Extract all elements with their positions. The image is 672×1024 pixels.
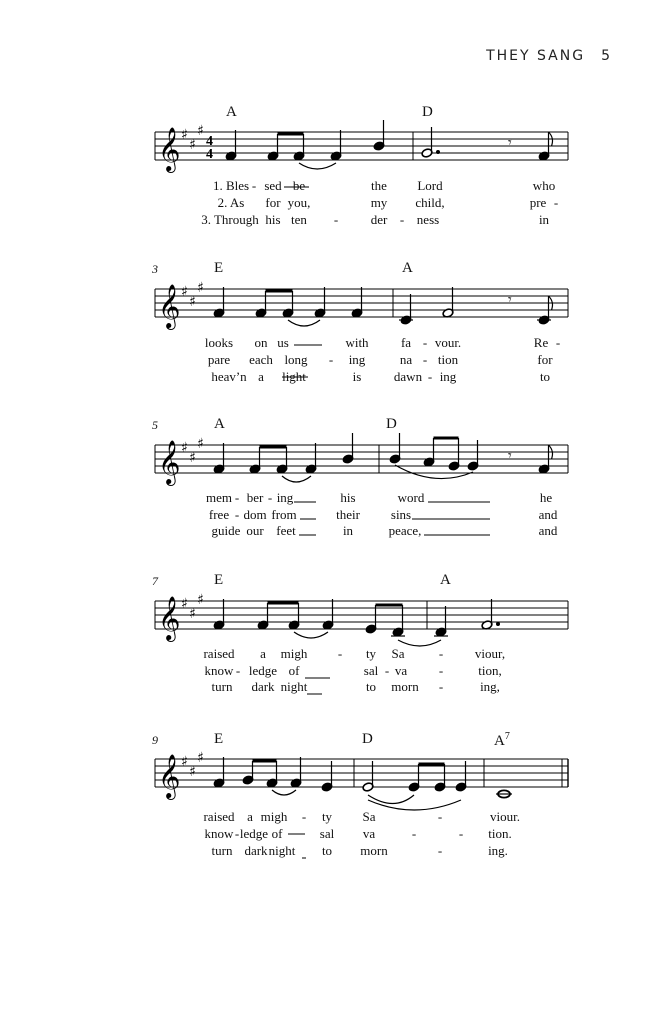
lyric-syllable: of	[288, 663, 300, 678]
lyric-syllable: a	[247, 809, 253, 824]
lyric-syllable: va	[362, 826, 376, 841]
lyric-hyphen: -	[422, 335, 428, 350]
lyric-syllable: ledge	[248, 663, 278, 678]
chord-symbol: D	[386, 416, 397, 432]
chord-symbol: A	[440, 572, 451, 588]
lyric-syllable: migh	[280, 646, 308, 661]
lyric-hyphen: -	[555, 335, 561, 350]
lyric-hyphen: -	[427, 369, 433, 384]
lyric-syllable: ledge	[239, 826, 269, 841]
lyric-hyphen: -	[251, 178, 257, 193]
lyric-syllable: Sa	[391, 646, 405, 661]
lyric-syllable: know	[204, 663, 234, 678]
lyric-hyphen: -	[328, 352, 334, 367]
chord-symbol: A	[226, 104, 237, 120]
lyric-syllable: of	[271, 826, 283, 841]
lyric-syllable: Lord	[417, 178, 443, 193]
lyric-syllable: he	[539, 490, 553, 505]
lyric-syllable: morn	[391, 679, 419, 694]
lyric-syllable: for	[265, 195, 281, 210]
lyric-syllable: on	[254, 335, 268, 350]
lyric-syllable: be	[292, 178, 306, 193]
lyric-syllable: free	[208, 507, 230, 522]
sharp-icon: ♯	[189, 450, 196, 466]
lyric-hyphen: -	[234, 490, 240, 505]
lyric-hyphen: -	[301, 809, 307, 824]
chord-symbol: D	[422, 104, 433, 120]
lyric-hyphen: -	[235, 663, 241, 678]
page-number: 5	[601, 48, 612, 64]
lyric-syllable: to	[539, 369, 551, 384]
header-title: THEY SANG	[486, 48, 586, 64]
lyric-syllable: dark	[244, 843, 268, 858]
lyric-hyphen: -	[422, 352, 428, 367]
lyric-syllable: a	[258, 369, 264, 384]
lyric-syllable: ber	[246, 490, 264, 505]
lyric-syllable: tion,	[478, 663, 502, 678]
sharp-icon: ♯	[189, 606, 196, 622]
lyric-syllable: long	[284, 352, 308, 367]
lyric-syllable: each	[249, 352, 273, 367]
chord-extension: 7	[504, 731, 510, 742]
lyric-syllable: morn	[360, 843, 388, 858]
eighth-rest-icon: 𝄾	[508, 292, 512, 308]
lyric-syllable: Sa	[362, 809, 376, 824]
lyric-syllable: feet	[276, 523, 296, 538]
sharp-icon: ♯	[197, 436, 204, 452]
sharp-icon: ♯	[189, 294, 196, 310]
lyric-line-3	[0, 843, 672, 859]
lyric-syllable: and	[538, 507, 558, 522]
lyric-hyphen: -	[333, 212, 339, 227]
lyric-syllable: ten	[291, 212, 307, 227]
lyric-hyphen: -	[337, 646, 343, 661]
lyric-syllable: peace,	[388, 523, 422, 538]
lyric-syllable: ty	[365, 646, 377, 661]
lyric-syllable: to	[321, 843, 333, 858]
lyric-syllable: turn	[211, 679, 233, 694]
lyric-hyphen: -	[438, 646, 444, 661]
lyric-syllable: our	[246, 523, 264, 538]
eighth-rest-icon: 𝄾	[508, 135, 512, 151]
lyric-syllable: ing	[276, 490, 294, 505]
lyric-syllable: the	[371, 178, 387, 193]
sharp-icon: ♯	[189, 764, 196, 780]
measure-number: 3	[152, 262, 158, 276]
sharp-icon: ♯	[181, 440, 188, 456]
lyric-hyphen: -	[384, 663, 390, 678]
lyric-hyphen: -	[438, 679, 444, 694]
sharp-icon: ♯	[181, 596, 188, 612]
lyric-syllable: na	[399, 352, 413, 367]
lyric-syllable: know	[204, 826, 234, 841]
lyric-syllable: his	[340, 490, 356, 505]
lyric-hyphen: -	[437, 843, 443, 858]
lyric-syllable: vour.	[434, 335, 462, 350]
lyric-syllable: his	[265, 212, 281, 227]
lyric-syllable: der	[370, 212, 388, 227]
lyric-syllable: sed	[264, 178, 282, 193]
time-signature-bottom: 4	[206, 147, 213, 162]
time-signature-top: 4	[206, 134, 213, 149]
lyric-syllable: 1. Bles	[212, 178, 250, 193]
chord-symbol: A	[402, 260, 413, 276]
lyric-syllable: ness	[416, 212, 440, 227]
lyric-syllable: ing	[348, 352, 366, 367]
lyric-syllable: va	[394, 663, 408, 678]
lyric-hyphen: -	[411, 826, 417, 841]
lyric-syllable: their	[336, 507, 360, 522]
lyric-syllable: ing	[439, 369, 457, 384]
measure-number: 7	[152, 574, 158, 588]
lyric-syllable: mem	[206, 490, 232, 505]
lyric-syllable: dom	[243, 507, 267, 522]
lyric-syllable: raised	[203, 809, 235, 824]
lyric-hyphen: -	[438, 663, 444, 678]
chord-root: A	[494, 733, 505, 749]
lyric-syllable: sal	[319, 826, 335, 841]
lyric-syllable: who	[532, 178, 556, 193]
lyric-syllable: my	[370, 195, 388, 210]
lyric-syllable: dawn	[393, 369, 423, 384]
lyric-syllable: word	[397, 490, 425, 505]
measure-number: 5	[152, 418, 158, 432]
lyric-syllable: tion	[437, 352, 459, 367]
lyric-syllable: Re	[533, 335, 549, 350]
lyric-syllable: for	[537, 352, 553, 367]
lyric-hyphen: -	[458, 826, 464, 841]
lyric-syllable: 2. As	[217, 195, 245, 210]
sharp-icon: ♯	[181, 284, 188, 300]
lyric-syllable: night	[268, 843, 296, 858]
sharp-icon: ♯	[181, 127, 188, 143]
lyric-syllable: us	[277, 335, 289, 350]
lyric-syllable: from	[271, 507, 297, 522]
lyric-syllable: dark	[251, 679, 275, 694]
lyric-syllable: in	[342, 523, 354, 538]
sharp-icon: ♯	[197, 280, 204, 296]
lyric-syllable: viour.	[490, 809, 520, 824]
lyric-syllable: with	[345, 335, 369, 350]
lyric-syllable: ing.	[488, 843, 508, 858]
lyric-hyphen: -	[437, 809, 443, 824]
lyric-syllable: ty	[321, 809, 333, 824]
lyric-hyphen: -	[234, 826, 240, 841]
lyric-syllable: viour,	[474, 646, 506, 661]
lyric-syllable: tion.	[488, 826, 512, 841]
lyric-syllable: 3. Through	[201, 212, 259, 227]
lyric-syllable: turn	[211, 843, 233, 858]
lyric-syllable: light	[282, 369, 306, 384]
lyric-syllable: guide	[211, 523, 241, 538]
eighth-rest-icon: 𝄾	[508, 448, 512, 464]
lyric-hyphen: -	[553, 195, 559, 210]
measure-number: 9	[152, 733, 158, 747]
chord-symbol: E	[214, 731, 224, 747]
treble-clef-icon: 𝄞	[158, 440, 181, 484]
lyric-hyphen: -	[267, 490, 273, 505]
sharp-icon: ♯	[189, 137, 196, 153]
lyric-syllable: a	[260, 646, 266, 661]
lyric-syllable: heav’n	[211, 369, 247, 384]
lyric-syllable: migh	[260, 809, 288, 824]
lyric-syllable: you,	[287, 195, 311, 210]
chord-symbol: D	[362, 731, 373, 747]
lyric-line-2	[0, 826, 672, 842]
lyric-hyphen: -	[234, 507, 240, 522]
lyric-line-1	[0, 809, 672, 825]
sharp-icon: ♯	[197, 123, 204, 139]
sharp-icon: ♯	[197, 592, 204, 608]
treble-clef-icon: 𝄞	[158, 284, 181, 328]
sharp-icon: ♯	[181, 754, 188, 770]
lyric-syllable: sins	[390, 507, 412, 522]
lyric-syllable: pare	[207, 352, 231, 367]
lyric-syllable: in	[538, 212, 550, 227]
treble-clef-icon: 𝄞	[158, 596, 181, 640]
treble-clef-icon: 𝄞	[158, 127, 181, 171]
sharp-icon: ♯	[197, 750, 204, 766]
lyric-syllable: and	[538, 523, 558, 538]
treble-clef-icon: 𝄞	[158, 754, 181, 798]
lyric-syllable: to	[365, 679, 377, 694]
lyric-syllable: raised	[203, 646, 235, 661]
chord-symbol: E	[214, 572, 224, 588]
lyric-syllable: fa	[400, 335, 412, 350]
lyric-syllable: is	[352, 369, 362, 384]
lyric-syllable: night	[280, 679, 308, 694]
chord-symbol: A	[214, 416, 225, 432]
lyric-syllable: sal	[363, 663, 379, 678]
lyric-syllable: pre	[529, 195, 547, 210]
lyric-syllable: looks	[204, 335, 234, 350]
lyric-syllable: child,	[415, 195, 445, 210]
lyric-syllable: ing,	[480, 679, 500, 694]
chord-symbol: E	[214, 260, 224, 276]
lyric-hyphen: -	[399, 212, 405, 227]
